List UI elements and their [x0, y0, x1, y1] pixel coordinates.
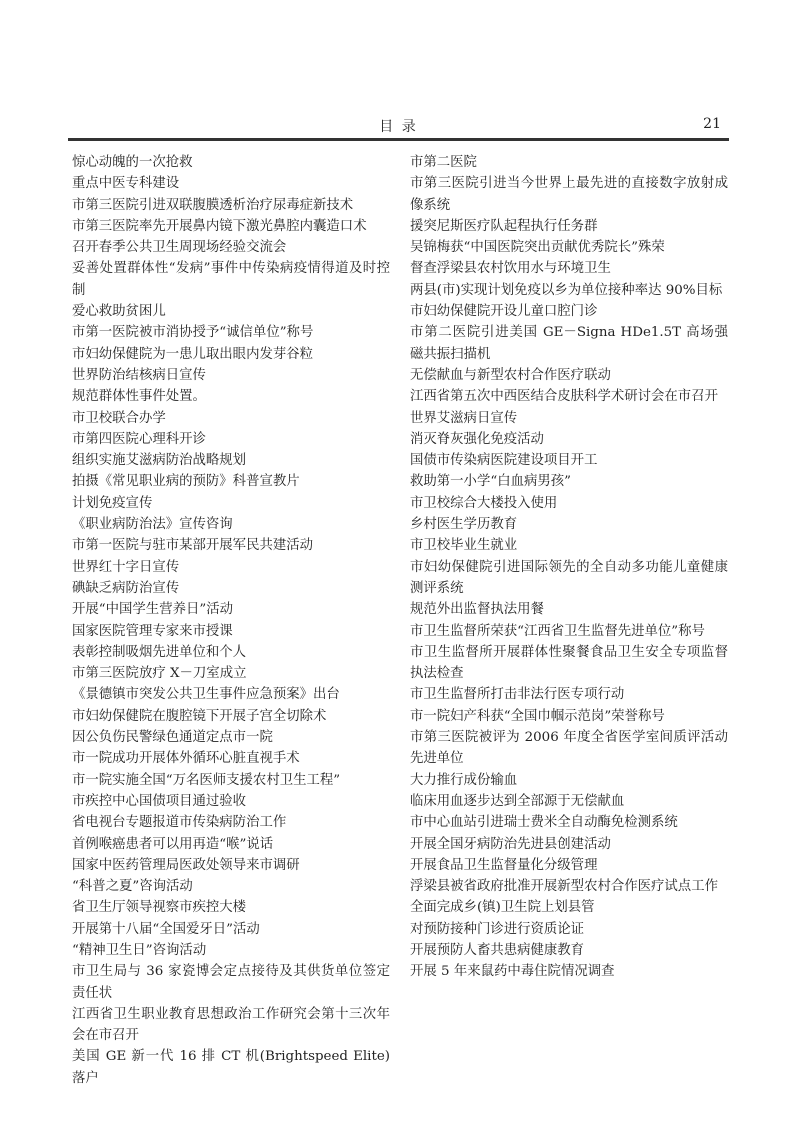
- toc-entry: 世界防治结核病日宣传: [72, 367, 206, 383]
- toc-entry: 消灭脊灰强化免疫活动: [410, 431, 544, 447]
- toc-entry: 市妇幼保健院为一患儿取出眼内发芽谷粒: [72, 346, 314, 362]
- toc-entry: 江西省卫生职业教育思想政治工作研究会第十三次年会在市召开: [72, 1006, 390, 1044]
- toc-entry: 省卫生厅领导视察市疾控大楼: [72, 900, 247, 916]
- toc-entry: 两县(市)实现计划免疫以乡为单位接种率达 90%目标: [410, 282, 723, 298]
- toc-entry: 市卫生监督所荣获“江西省卫生监督先进单位”称号: [410, 623, 705, 639]
- toc-entry: 市妇幼保健院开设儿童口腔门诊: [410, 304, 598, 320]
- toc-entry: 表彰控制吸烟先进单位和个人: [72, 644, 247, 660]
- toc-entry: 惊心动魄的一次抢救: [72, 155, 193, 170]
- toc-entry: 市一院成功开展体外循环心脏直视手术: [72, 751, 300, 767]
- toc-entry: 市第二医院引进美国 GE－Signa HDe1.5T 高场强磁共振扫描机: [410, 325, 728, 362]
- toc-entry: 市卫校毕业生就业: [410, 538, 518, 554]
- page-header: [68, 116, 729, 136]
- toc-entry: 市第三医院引进双联腹膜透析治疗尿毒症新技术: [72, 197, 354, 213]
- toc-entry: 市卫校联合办学: [72, 410, 166, 426]
- toc-entry: 市卫校综合大楼投入使用: [410, 495, 558, 511]
- toc-entry: 江西省第五次中西医结合皮肤科学术研讨会在市召开: [410, 389, 718, 405]
- toc-entry: 市第三医院率先开展鼻内镜下激光鼻腔内囊造口术: [72, 218, 367, 234]
- toc-entry: 市第一医院与驻市某部开展军民共建活动: [72, 538, 314, 554]
- toc-entry: 开展食品卫生监督量化分级管理: [410, 857, 598, 873]
- toc-entry: 市第二医院: [410, 155, 477, 170]
- toc-entry: 省电视台专题报道市传染病防治工作: [72, 815, 287, 831]
- toc-entry: 妥善处置群体性“发病”事件中传染病疫情得道及时控制: [72, 261, 390, 298]
- toc-entry: 碘缺乏病防治宣传: [72, 580, 180, 596]
- toc-entry: 爱心救助贫困儿: [72, 304, 166, 320]
- toc-entry: 市卫生监督所开展群体性聚餐食品卫生安全专项监督执法检查: [410, 644, 728, 682]
- toc-entry: 市一院实施全国“万名医师支援农村卫生工程”: [72, 772, 341, 788]
- toc-entry: 临床用血逐步达到全部源于无偿献血: [410, 793, 625, 809]
- toc-entry: 美国 GE 新一代 16 排 CT 机(Brightspeed Elite)落户: [72, 1049, 390, 1086]
- toc-entry: 重点中医专科建设: [72, 176, 180, 192]
- toc-entry: 市第三医院引进当今世界上最先进的直接数字放射成像系统: [410, 176, 728, 213]
- toc-entry: 国家中医药管理局医政处领导来市调研: [72, 857, 300, 873]
- toc-entry: 市妇幼保健院引进国际领先的全自动多功能儿童健康测评系统: [410, 559, 728, 596]
- toc-entry: 援突尼斯医疗队起程执行任务群: [410, 218, 598, 234]
- toc-entry: 规范群体性事件处置。: [72, 389, 206, 405]
- toc-entry: 救助第一小学“白血病男孩”: [410, 474, 571, 490]
- toc-entry: 市一院妇产科获“全国巾帼示范岗”荣誉称号: [410, 708, 665, 724]
- toc-entry: 大力推行成份输血: [410, 772, 518, 788]
- toc-entry: “精神卫生日”咨询活动: [72, 942, 207, 958]
- toc-entry: 对预防接种门诊进行资质论证: [410, 921, 585, 937]
- toc-entry: 浮梁县被省政府批准开展新型农村合作医疗试点工作: [410, 879, 718, 895]
- toc-entry: 市卫生局与 36 家瓷博会定点接待及其供货单位签定责任状: [72, 964, 390, 1001]
- page-title: 目 录: [379, 119, 418, 135]
- toc-entry: 开展 5 年来鼠药中毒住院情况调查: [410, 964, 615, 980]
- toc-entry: 市疾控中心国债项目通过验收: [72, 793, 247, 809]
- toc-column-left: [72, 152, 390, 1089]
- toc-entry: 国债市传染病医院建设项目开工: [410, 453, 598, 469]
- page-number: 21: [703, 116, 721, 132]
- header-rule: [68, 138, 729, 141]
- toc-entry: 乡村医生学历教育: [410, 517, 518, 533]
- toc-entry: 市中心血站引进瑞士费米全自动酶免检测系统: [410, 815, 678, 831]
- toc-entry: 组织实施艾滋病防治战略规划: [72, 453, 247, 469]
- toc-entry: 世界艾滋病日宣传: [410, 410, 518, 426]
- toc-entry: 首例喉癌患者可以用再造“喉”说话: [72, 836, 274, 852]
- toc-entry: 督查浮梁县农村饮用水与环境卫生: [410, 261, 611, 277]
- toc-entry: 市第三医院放疗 X－刀室成立: [72, 666, 247, 682]
- toc-entry: 开展“中国学生营养日”活动: [72, 602, 233, 618]
- toc-entry: 市第三医院被评为 2006 年度全省医学室间质评活动先进单位: [410, 730, 728, 767]
- toc-entry: 吴锦梅获“中国医院突出贡献优秀院长”殊荣: [410, 240, 665, 256]
- toc-entry: 召开春季公共卫生周现场经验交流会: [72, 240, 287, 256]
- toc-entry: 市第四医院心理科开诊: [72, 431, 206, 447]
- toc-entry: 市卫生监督所打击非法行医专项行动: [410, 687, 625, 703]
- toc-entry: 拍摄《常见职业病的预防》科普宣教片: [72, 474, 300, 490]
- toc-entry: 市第一医院被市消协授予“诚信单位”称号: [72, 325, 314, 341]
- toc-entry: 市妇幼保健院在腹腔镜下开展子宫全切除术: [72, 708, 327, 724]
- toc-entry: 开展全国牙病防治先进县创建活动: [410, 836, 611, 852]
- toc-entry: 世界红十字日宣传: [72, 559, 180, 575]
- toc-entry: 开展预防人畜共患病健康教育: [410, 942, 585, 958]
- toc-entry: 计划免疫宣传: [72, 495, 153, 511]
- toc-entry: 《职业病防治法》宣传咨询: [72, 517, 233, 533]
- toc-entry: 国家医院管理专家来市授课: [72, 623, 233, 639]
- toc-entry: “科普之夏”咨询活动: [72, 879, 193, 895]
- toc-entry: 因公负伤民警绿色通道定点市一院: [72, 730, 273, 746]
- toc-entry: 无偿献血与新型农村合作医疗联动: [410, 367, 611, 383]
- toc-column-right: [410, 152, 728, 983]
- toc-entry: 规范外出监督执法用餐: [410, 602, 544, 618]
- toc-entry: 全面完成乡(镇)卫生院上划县管: [410, 900, 595, 916]
- toc-entry: 开展第十八届“全国爱牙日”活动: [72, 921, 260, 937]
- toc-entry: 《景德镇市突发公共卫生事件应急预案》出台: [72, 687, 340, 703]
